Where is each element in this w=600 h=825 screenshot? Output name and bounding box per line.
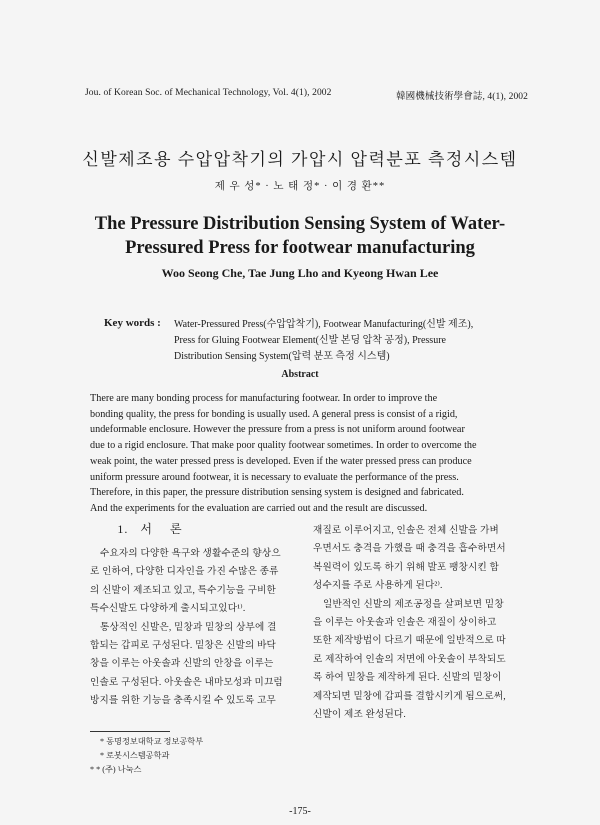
section-title-part: 서 (140, 522, 170, 536)
paragraph-line: 또한 제작방법이 다르기 때문에 일반적으로 따 (313, 635, 506, 647)
abstract-line: Therefore, in this paper, the pressure distribution sensing system is designed and fabricated. (90, 487, 464, 499)
keywords-label: Key words : (104, 317, 161, 329)
footnote: * 동명정보대학교 정보공학부 (100, 737, 204, 746)
paragraph-line: 을 이루는 아웃솔과 인솔은 재질이 상이하고 (313, 617, 497, 629)
paragraph-line: 성수지를 주로 사용하게 된다²⁾. (313, 580, 443, 592)
paragraph-line: 수요자의 다양한 욕구와 생활수준의 향상으 (100, 548, 281, 559)
paragraph-line: 방지를 위한 기능을 충족시킬 수 있도록 고무 (90, 695, 277, 707)
authors-korean: 제 우 성* · 노 태 정* · 이 경 환** (214, 181, 386, 192)
footnote: * * (주) 나눅스 (90, 765, 142, 774)
footnote-divider (90, 731, 170, 732)
abstract-line: And the experiments for the evaluation are carried out and the result are discussed. (90, 502, 428, 514)
title-korean: 신발제조용 수압압착기의 가압시 압력분포 측정시스템 (82, 150, 518, 169)
abstract-body (90, 391, 522, 517)
abstract-line: weak point, the water pressed press is developed. Even if the water pressed press can produce (90, 455, 472, 467)
paragraph-line: 창을 이루는 아웃솔과 신발의 안창을 이루는 (90, 658, 274, 670)
title-english (0, 212, 600, 260)
abstract-line: uniform pressure around footwear, it is necessary to evaluate the performance of the press. (90, 471, 459, 483)
footnote: * 로봇시스템공학과 (100, 751, 170, 760)
paragraph-line: 신발이 제조 완성된다. (313, 709, 407, 721)
body-column-left (90, 545, 305, 711)
abstract-line: There are many bonding process for manufacturing footwear. In order to improve the (90, 393, 438, 404)
title-english-line-1: The Pressure Distribution Sensing System of Water- (94, 214, 506, 234)
journal-header-right: 韓國機械技術學會誌, 4(1), 2002 (396, 92, 528, 102)
paragraph-line: 제작되면 밑창에 갑피를 결합시키게 됨으로써, (313, 690, 506, 702)
paragraph-line: 복원력이 있도록 하기 위해 발포 팽창시킨 합 (313, 561, 500, 573)
body-column-right (313, 522, 528, 724)
paragraph-line: 우면서도 충격을 가했을 때 충격을 흡수하면서 (313, 543, 506, 555)
paragraph-line: 로 인하여, 다양한 디자인을 가진 수많은 종류 (90, 566, 279, 578)
keywords-line: Press for Gluing Footwear Element(신발 본딩 압착 공정), Pressure (174, 335, 446, 346)
paragraph-line: 통상적인 신발은, 밑창과 밑창의 상부에 결 (100, 621, 277, 633)
paragraph-line: 일반적인 신발의 제조공정을 살펴보면 밑창 (323, 598, 504, 610)
page-number: -175- (289, 806, 311, 817)
paragraph-line: 의 신발이 제조되고 있고, 특수기능을 구비한 (90, 584, 277, 596)
keywords-line: Distribution Sensing System(압력 분포 측정 시스템) (174, 351, 390, 362)
section-title-part: 론 (170, 522, 183, 536)
keywords-text (174, 317, 514, 365)
abstract-heading: Abstract (281, 369, 319, 380)
paragraph-line: 록 하여 밑창을 제작하게 된다. 신발의 밑창이 (313, 672, 502, 684)
paragraph-line: 로 제작하여 인솔의 저면에 아웃솔이 부착되도 (313, 653, 506, 665)
journal-header-left: Jou. of Korean Soc. of Mechanical Technology, Vol. 4(1), 2002 (85, 88, 332, 98)
abstract-line: bonding quality, the press for bonding is usually used. A general press is consist of a rigid, (90, 408, 458, 420)
paragraph-line: 특수신발도 다양하게 출시되고있다¹⁾. (90, 603, 246, 615)
section-number: 1. (117, 522, 129, 536)
title-english-line-2: Pressured Press for footwear manufacturing (125, 238, 475, 258)
paragraph-line: 합되는 갑피로 구성된다. 밑창은 신발의 바닥 (90, 640, 277, 652)
abstract-line: undeformable enclosure. However the pressure from a press is not uniform around footwear (90, 424, 465, 436)
paragraph-line: 재질로 이루어지고, 인솔은 전체 신발을 가벼 (313, 525, 500, 536)
authors-english: Woo Seong Che, Tae Jung Lho and Kyeong Hwan Lee (161, 266, 439, 280)
section-heading (0, 520, 300, 537)
keywords-line: Water-Pressured Press(수압압착기), Footwear Manufacturing(신발 제조), (174, 319, 474, 330)
abstract-line: due to a rigid enclosure. That make poor quality footwear sometimes. In order to overcome the (90, 440, 477, 452)
paragraph-line: 인솔로 구성된다. 아웃솔은 내마모성과 미끄럼 (90, 676, 283, 688)
